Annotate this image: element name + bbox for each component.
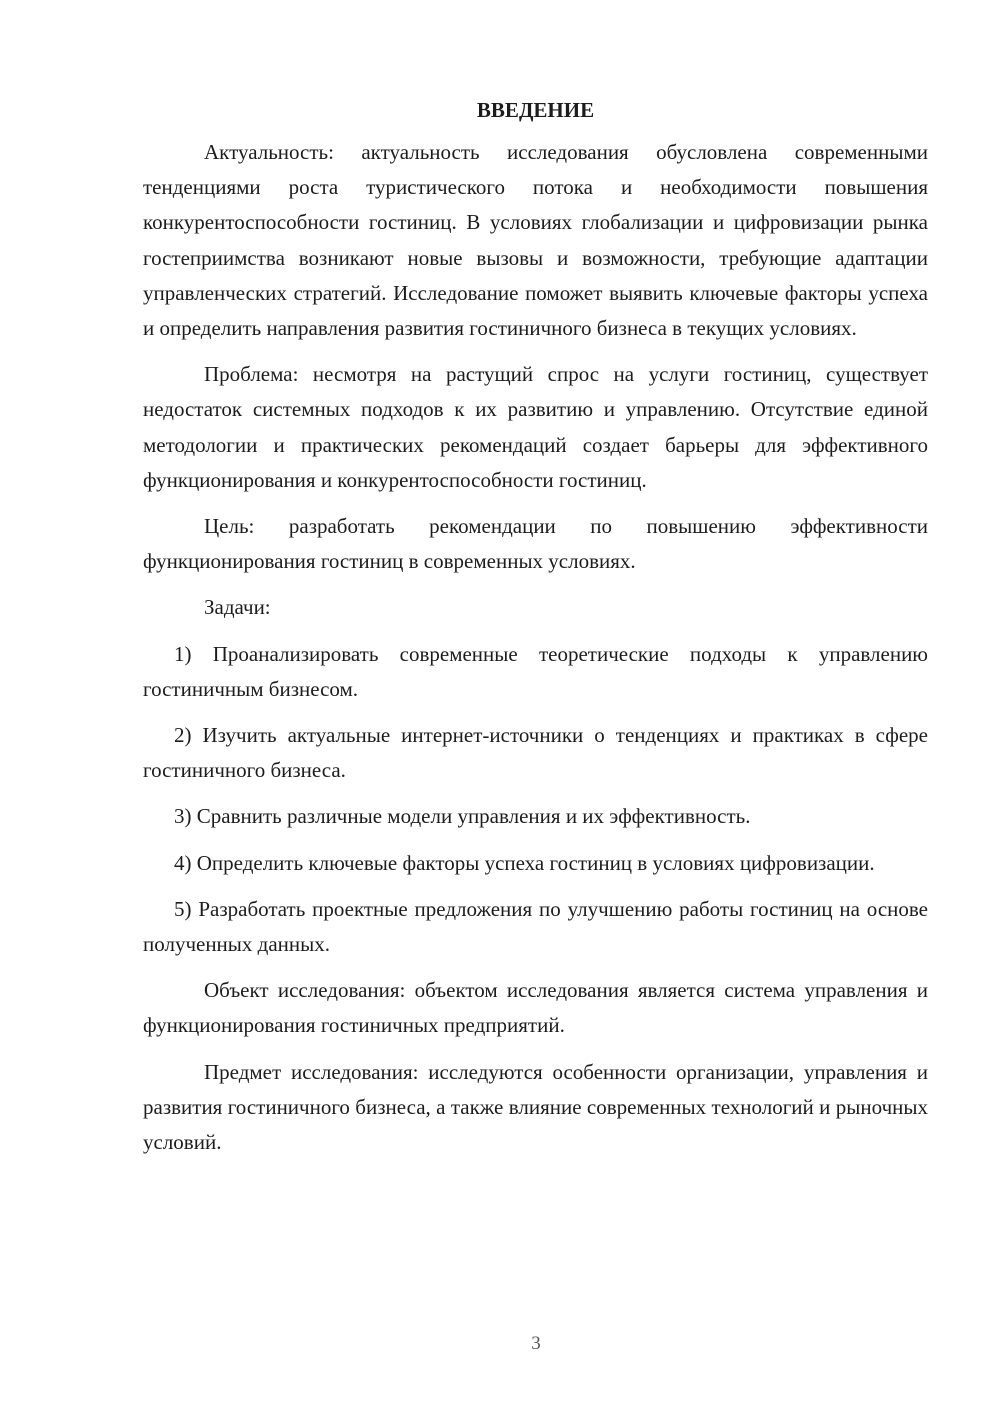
task-item-1: 1) Проанализировать современные теоретические подходы к управлению гостиничным бизнесом. [143,641,928,701]
document-page [143,94,928,1160]
paragraph-problem: Проблема: несмотря на растущий спрос на услуги гостиниц, существует недостаток системных подходов к их развитию и управлению. Отсутствие единой методологии и практических рекомендаций создает барьеры для эффективного функционирования и конкурентоспособности гостиниц. [143,362,928,492]
task-item-2: 2) Изучить актуальные интернет-источники о тенденциях и практиках в сфере гостиничного бизнеса. [143,723,928,783]
section-title: ВВЕДЕНИЕ [476,98,595,122]
task-item-3: 3) Сравнить различные модели управления и их эффективность. [174,804,751,829]
paragraph-relevance: Актуальность: актуальность исследования обусловлена современными тенденциями роста туристического потока и необходимости повышения конкурентоспособности гостиниц. В условиях глобализации и цифровизации рынка гостеприимства возникают новые вызовы и возможности, требующие адаптации управленческих стратегий. Исследование поможет выявить ключевые факторы успеха и определить направления развития гостиничного бизнеса в текущих условиях. [143,140,928,341]
task-item-4: 4) Определить ключевые факторы успеха гостиниц в условиях цифровизации. [174,850,875,875]
task-item-5: 5) Разработать проектные предложения по улучшению работы гостиниц на основе полученных данных. [143,896,928,957]
page-number: 3 [531,1333,541,1354]
tasks-heading: Задачи: [204,595,271,620]
paragraph-object: Объект исследования: объектом исследования является система управления и функционирования гостиничных предприятий. [143,978,928,1038]
paragraph-subject: Предмет исследования: исследуются особенности организации, управления и развития гостиничного бизнеса, а также влияние современных технологий и рыночных условий. [143,1059,928,1155]
paragraph-goal: Цель: разработать рекомендации по повышению эффективности функционирования гостиниц в современных условиях. [143,514,928,574]
